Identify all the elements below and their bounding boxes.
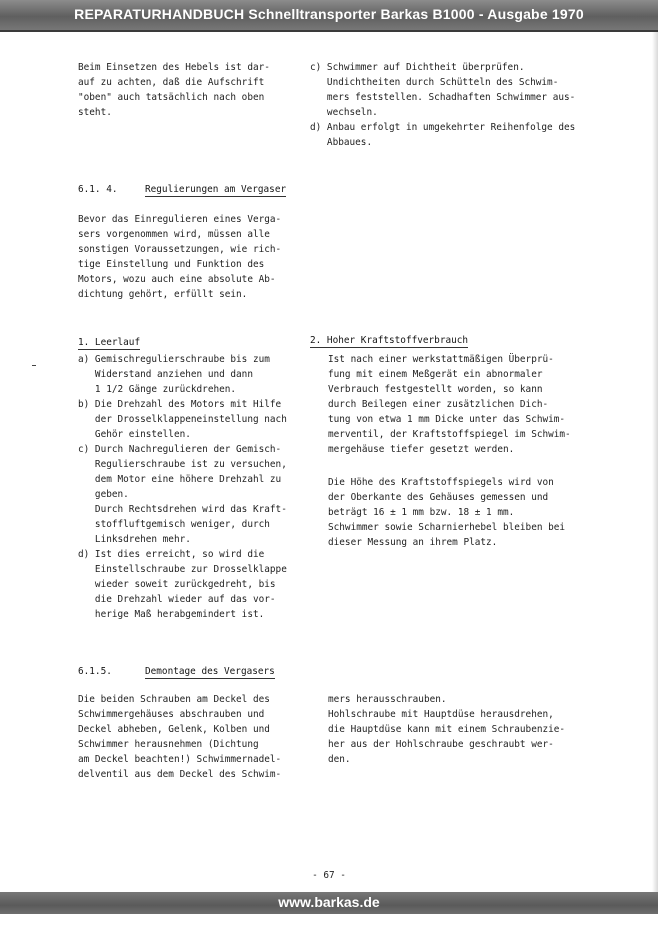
footer-url-link[interactable]: www.barkas.de <box>278 894 380 910</box>
section-number-615: 6.1.5. <box>78 666 112 677</box>
page-edge-shadow <box>652 32 658 892</box>
top-left-paragraph: Beim Einsetzen des Hebels ist dar- auf zu achten, daß die Aufschrift "oben" auch tatsächlich nach oben steht. <box>78 62 270 118</box>
verbrauch-heading-text: 2. Hoher Kraftstoffverbrauch <box>310 335 469 346</box>
page-header-title: REPARATURHANDBUCH Schnelltransporter Barkas B1000 - Ausgabe 1970 <box>74 6 584 22</box>
leerlauf-heading <box>78 335 140 350</box>
section-number-641: 6.1. 4. <box>78 184 118 195</box>
section-title-641 <box>145 182 286 197</box>
section-title-641-text: Regulierungen am Vergaser <box>145 184 287 195</box>
scan-speck <box>32 365 36 366</box>
top-right-paragraph: c) Schwimmer auf Dichtheit überprüfen. Undichtheiten durch Schütteln des Schwim- mers feststellen. Schadhaften Schwimmer aus- wechseln. d) Anbau erfolgt in umgekehrter Reihenfolge des Abbaues. <box>310 62 576 148</box>
page-number: - 67 - <box>312 870 346 881</box>
section-title-615 <box>145 664 275 679</box>
leerlauf-heading-text: 1. Leerlauf <box>78 337 141 348</box>
verbrauch-paragraph-2: Die Höhe des Kraftstoffspiegels wird von der Oberkante des Gehäuses gemessen und beträgt 16 ± 1 mm bzw. 18 ± 1 mm. Schwimmer sowie Scharnierhebel bleiben bei dieser Messung an ihrem Platz. <box>328 477 566 548</box>
section-title-615-text: Demontage des Vergasers <box>145 666 275 677</box>
verbrauch-heading <box>310 333 468 348</box>
section-641-body: Bevor das Einregulieren eines Verga- sers vorgenommen wird, müssen alle sonstigen Voraussetzungen, wie rich- tige Einstellung und Funktion des Motors, wozu auch eine absolute Ab- dichtung gehört, erfüllt sein. <box>78 214 282 300</box>
section-615-body-left: Die beiden Schrauben am Deckel des Schwimmergehäuses abschrauben und Deckel abheben, Gelenk, Kolben und Schwimmer herausnehmen (Dichtung am Deckel beachten!) Schwimmernadel- delventil aus dem Deckel des Schwim- <box>78 694 282 780</box>
verbrauch-paragraph-1: Ist nach einer werkstattmäßigen Überprü- fung mit einem Meßgerät ein abnormaler Verbrauch festgestellt worden, so kann durch Beilegen einer zusätzlichen Dich- tung von etwa 1 mm Dicke unter das Schwim- merventil, der Kraftstoffspiegel im Schwim- mergehäuse tiefer gesetzt werden. <box>328 354 571 455</box>
section-615-body-right: mers herausschrauben. Hohlschraube mit Hauptdüse herausdrehen, die Hauptdüse kann mit einem Schraubenzie- her aus der Hohlschraube geschraubt wer- den. <box>328 694 566 765</box>
leerlauf-steps: a) Gemischregulierschraube bis zum Widerstand anziehen und dann 1 1/2 Gänge zurückdrehen. b) Die Drehzahl des Motors mit Hilfe der Drosselklappeneinstellung nach Gehör einstellen. c) Durch Nachregulieren der Gemisch- Regulierschraube ist zu versuchen, dem Motor eine höhere Drehzahl zu geben. Durch Rechtsdrehen wird das Kraft- stoffluftgemisch weniger, durch Linksdrehen mehr. d) Ist dies erreicht, so wird die Einstellschraube zur Drosselklappe wieder soweit zurückgedreht, bis die Drehzahl wieder auf das vor- herige Maß herabgemindert ist. <box>78 354 287 620</box>
